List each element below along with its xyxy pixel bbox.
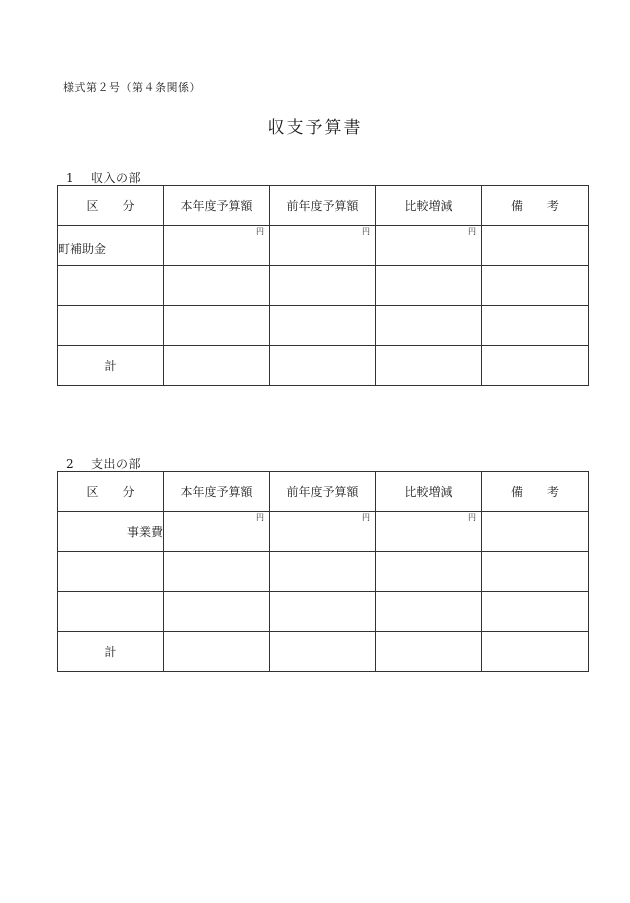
- previous-budget-cell[interactable]: [270, 592, 376, 632]
- table-row: [58, 266, 589, 306]
- table-row: [58, 226, 589, 266]
- difference-cell[interactable]: [376, 512, 482, 552]
- header-difference: 比較増減: [376, 472, 482, 512]
- row-category[interactable]: [58, 592, 164, 632]
- total-row: [58, 632, 589, 672]
- difference-total-cell[interactable]: [376, 346, 482, 386]
- row-category: 事業費: [58, 512, 164, 552]
- expense-section-heading: 2 支出の部: [66, 457, 141, 471]
- header-category: 区 分: [58, 472, 164, 512]
- remarks-cell[interactable]: [482, 306, 589, 346]
- difference-cell[interactable]: [376, 592, 482, 632]
- yen-unit: 円: [468, 227, 476, 236]
- yen-unit: 円: [468, 513, 476, 522]
- remarks-cell[interactable]: [482, 266, 589, 306]
- row-category[interactable]: [58, 552, 164, 592]
- income-table: [57, 185, 589, 386]
- previous-budget-cell[interactable]: [270, 226, 376, 266]
- current-budget-cell[interactable]: [164, 226, 270, 266]
- remarks-cell[interactable]: [482, 226, 589, 266]
- current-budget-total-cell[interactable]: [164, 632, 270, 672]
- remarks-total-cell[interactable]: [482, 632, 589, 672]
- previous-budget-total-cell[interactable]: [270, 346, 376, 386]
- total-label: 計: [58, 632, 164, 672]
- header-remarks: 備 考: [482, 186, 589, 226]
- table-row: [58, 592, 589, 632]
- total-label: 計: [58, 346, 164, 386]
- table-row: [58, 306, 589, 346]
- difference-cell[interactable]: [376, 266, 482, 306]
- header-current-budget: 本年度予算額: [164, 472, 270, 512]
- table-row: [58, 552, 589, 592]
- remarks-total-cell[interactable]: [482, 346, 589, 386]
- current-budget-cell[interactable]: [164, 306, 270, 346]
- difference-cell[interactable]: [376, 226, 482, 266]
- yen-unit: 円: [362, 227, 370, 236]
- yen-unit: 円: [256, 513, 264, 522]
- previous-budget-cell[interactable]: [270, 266, 376, 306]
- header-previous-budget: 前年度予算額: [270, 186, 376, 226]
- row-category[interactable]: [58, 266, 164, 306]
- income-section-heading: 1 収入の部: [66, 171, 141, 185]
- header-category: 区 分: [58, 186, 164, 226]
- difference-total-cell[interactable]: [376, 632, 482, 672]
- header-difference: 比較増減: [376, 186, 482, 226]
- previous-budget-cell[interactable]: [270, 552, 376, 592]
- table-row: [58, 512, 589, 552]
- yen-unit: 円: [362, 513, 370, 522]
- current-budget-cell[interactable]: [164, 552, 270, 592]
- previous-budget-cell[interactable]: [270, 512, 376, 552]
- row-category: 町補助金: [58, 226, 164, 266]
- table-header-row: [58, 186, 589, 226]
- difference-cell[interactable]: [376, 306, 482, 346]
- header-current-budget: 本年度予算額: [164, 186, 270, 226]
- header-previous-budget: 前年度予算額: [270, 472, 376, 512]
- total-row: [58, 346, 589, 386]
- remarks-cell[interactable]: [482, 552, 589, 592]
- current-budget-cell[interactable]: [164, 592, 270, 632]
- yen-unit: 円: [256, 227, 264, 236]
- remarks-cell[interactable]: [482, 512, 589, 552]
- table-header-row: [58, 472, 589, 512]
- previous-budget-cell[interactable]: [270, 306, 376, 346]
- current-budget-total-cell[interactable]: [164, 346, 270, 386]
- current-budget-cell[interactable]: [164, 266, 270, 306]
- difference-cell[interactable]: [376, 552, 482, 592]
- previous-budget-total-cell[interactable]: [270, 632, 376, 672]
- header-remarks: 備 考: [482, 472, 589, 512]
- expense-table: [57, 471, 589, 672]
- form-number: 様式第２号（第４条関係）: [63, 81, 201, 94]
- row-category[interactable]: [58, 306, 164, 346]
- current-budget-cell[interactable]: [164, 512, 270, 552]
- remarks-cell[interactable]: [482, 592, 589, 632]
- document-title: 収支予算書: [267, 118, 363, 138]
